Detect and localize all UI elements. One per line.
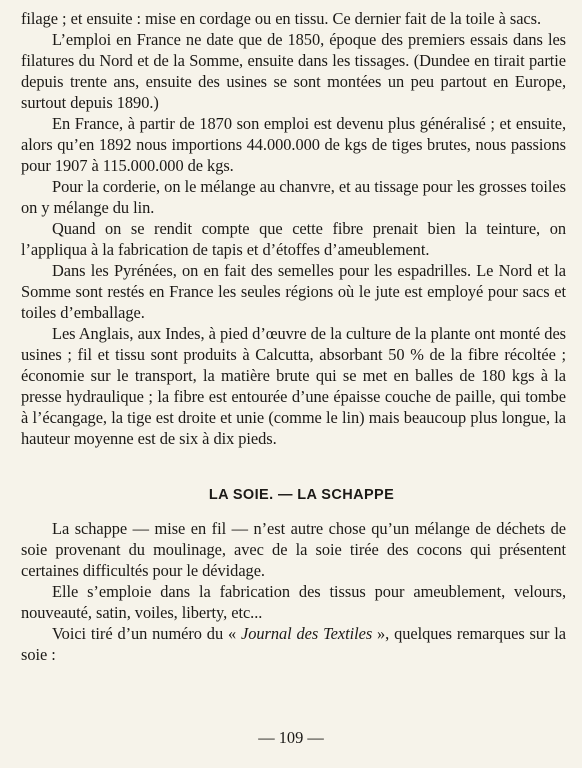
paragraph-anglais-indes: Les Anglais, aux Indes, à pied d’œuvre de la culture de la plante ont monté des usines ; fil et tissu sont produits à Calcutta, absorbant 50 % de la fibre récoltée ; économie sur le transport, la matière brute qui se met en balles de 180 kgs à la presse hydraulique ; la fibre est entourée d’une épaisse couche de paille, qui tombe à l’écangage, la tige est droite et unie (comme le lin) mais beaucoup plus longue, la hauteur moyenne est de six à dix pieds. — [21, 324, 566, 448]
paragraph-intro-continuation: filage ; et ensuite : mise en cordage ou en tissu. Ce dernier fait de la toile à sacs. — [21, 9, 542, 28]
section-heading: LA SOIE. — LA SCHAPPE — [208, 487, 395, 503]
paragraph-journal-textiles — [21, 623, 566, 665]
page-body — [21, 8, 566, 665]
paragraph-emploi-soie: Elle s’emploie dans la fabrication des tissus pour ameublement, velours, nouveauté, satin, voiles, liberty, etc... — [21, 582, 566, 622]
paragraph-jute-france: L’emploi en France ne date que de 1850, époque des premiers essais dans les filatures du Nord et de la Somme, ensuite dans les tissages. (Dundee en tirait partie depuis trente ans, ensuite des usines se sont montées un peu partout en Europe, surtout depuis 1890.) — [21, 30, 566, 112]
journal-title: Journal des Textiles — [240, 624, 373, 643]
paragraph-jute-imports: En France, à partir de 1870 son emploi est devenu plus généralisé ; et ensuite, alors qu’en 1892 nous importions 44.000.000 de kgs de tiges brutes, nous passions pour 1907 à 115.000.000 de kgs. — [21, 114, 566, 175]
paragraph-schappe: La schappe — mise en fil — n’est autre chose qu’un mélange de déchets de soie provenant du moulinage, avec de la soie tirée des cocons qui présentent certaines difficultés pour le dévidage. — [21, 519, 566, 580]
paragraph-pyrenees: Dans les Pyrénées, on en fait des semelles pour les espadrilles. Le Nord et la Somme sont restés en France les seules régions où le jute est employé pour sacs et toiles d’emballage. — [21, 261, 566, 322]
paragraph-corderie: Pour la corderie, on le mélange au chanvre, et au tissage pour les grosses toiles on y mélange du lin. — [21, 177, 566, 217]
paragraph-teinture: Quand on se rendit compte que cette fibre prenait bien la teinture, on l’appliqua à la fabrication de tapis et d’étoffes d’ameublement. — [21, 219, 566, 259]
page-number: — 109 — — [258, 728, 324, 747]
paragraph-journal-after: », quelques remarques sur la soie : — [21, 624, 567, 664]
paragraph-journal-before: Voici tiré d’un numéro du « — [52, 624, 241, 643]
